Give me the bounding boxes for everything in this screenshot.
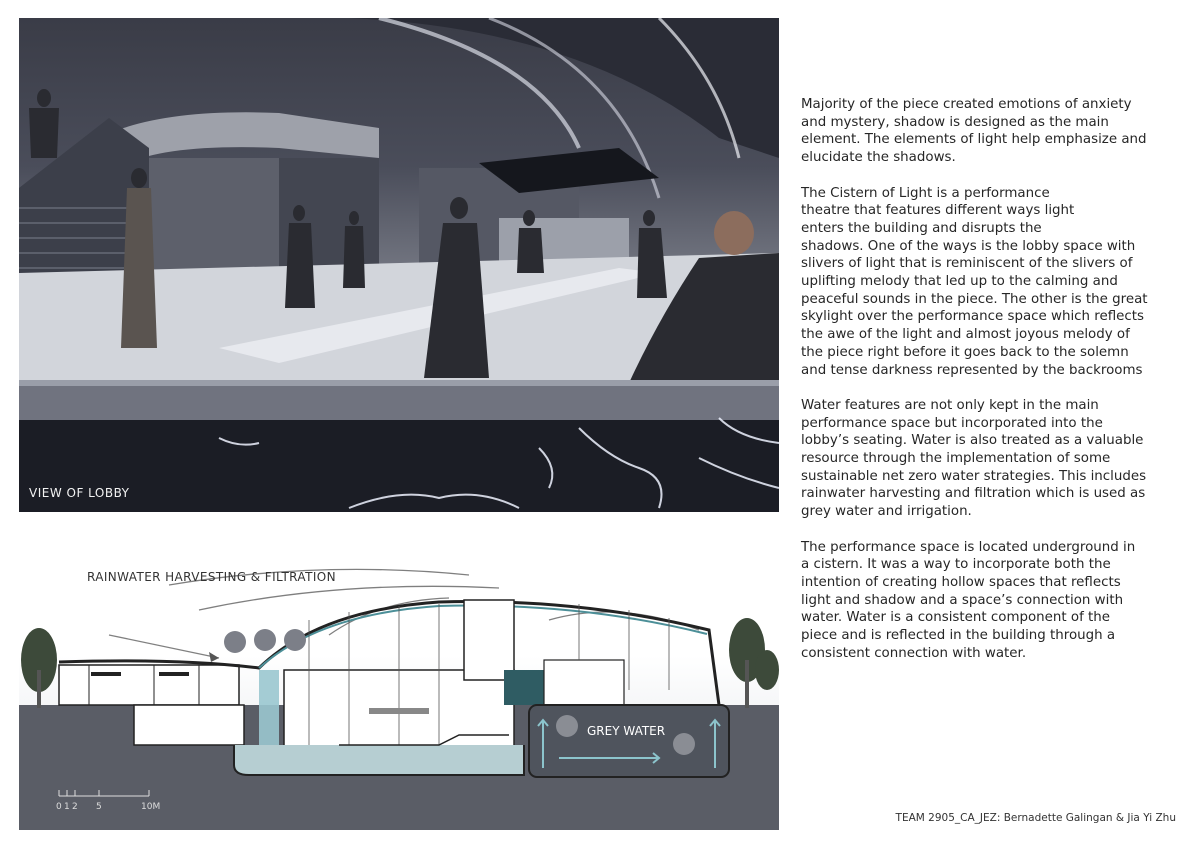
- section-title: RAINWATER HARVESTING & FILTRATION: [87, 570, 337, 584]
- paragraph-4: The performance space is located underground in a cistern. It was a way to incorporate both the intention of creating hollow spaces that reflects light and shadow and a space’s connection with water. Water is a consistent component of the piece and is reflected in the building through a consistent connection with water.: [801, 539, 1136, 661]
- scale-label-2: 2: [72, 802, 78, 812]
- section-drawing: [19, 540, 779, 830]
- lobby-illustration: [19, 18, 779, 512]
- scale-label-0: 0: [56, 802, 62, 812]
- scale-label-5: 5: [96, 802, 102, 812]
- team-credit: TEAM 2905_CA_JEZ: Bernadette Galingan & Jia Yi Zhu: [895, 812, 1176, 824]
- paragraph-1: Majority of the piece created emotions of anxiety and mystery, shadow is designed as the main element. The elements of light help emphasize and elucidate the shadows.: [801, 97, 1147, 166]
- lobby-render: [19, 18, 779, 512]
- render-caption: VIEW OF LOBBY: [29, 486, 130, 500]
- paragraph-2: The Cistern of Light is a performance theatre that features different ways light enters the building and disrupts the shadows. One of the ways is the lobby space with slivers of light that is reminiscent of the slivers of uplifting melody that led up to the calming and peaceful sounds in the piece. The other is the great skylight over the performance space which reflects the awe of the light and almost joyous melody of the piece right before it goes back to the solemn and tense darkness represented by the backrooms: [801, 185, 1148, 378]
- paragraph-3: Water features are not only kept in the main performance space but incorporated into the lobby’s seating. Water is also treated as a valuable resource through the implementation of some sustainable net zero water strategies. This includes rainwater harvesting and filtration which is used as grey water and irrigation.: [801, 397, 1147, 520]
- scale-label-1: 1: [64, 802, 70, 812]
- description-column: [801, 96, 1181, 680]
- grey-water-label: GREY WATER: [587, 724, 666, 738]
- filtration-icons: [224, 629, 306, 653]
- scale-label-10m: 10M: [141, 802, 161, 812]
